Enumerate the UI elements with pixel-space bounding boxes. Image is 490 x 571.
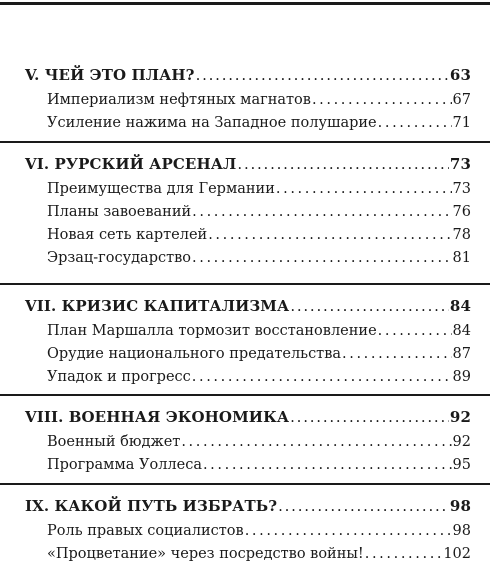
- entry-title: Усиление нажима на Западное полушарие: [47, 115, 377, 131]
- dot-leader: [203, 457, 452, 473]
- entry-page-number: 84: [452, 323, 471, 339]
- entry-title: «Процветание» через посредство войны!: [47, 546, 364, 562]
- dot-leader: [196, 66, 449, 84]
- heading-page-number: 92: [449, 408, 471, 426]
- entry-page-number: 76: [452, 204, 471, 220]
- toc-entry[interactable]: [47, 346, 471, 362]
- toc-entry[interactable]: [47, 204, 471, 220]
- toc-entry[interactable]: [47, 92, 471, 108]
- heading-title: VI. РУРСКИЙ АРСЕНАЛ: [25, 155, 237, 173]
- dot-leader: [192, 204, 451, 220]
- entry-page-number: 95: [452, 457, 471, 473]
- heading-page-number: 73: [449, 155, 471, 173]
- dot-leader: [342, 346, 452, 362]
- entry-page-number: 78: [452, 227, 471, 243]
- entry-page-number: 87: [452, 346, 471, 362]
- dot-leader: [181, 434, 451, 450]
- entry-title: Империализм нефтяных магнатов: [47, 92, 311, 108]
- entry-title: Планы завоеваний: [47, 204, 192, 220]
- entry-title: Новая сеть картелей: [47, 227, 208, 243]
- dot-leader: [276, 181, 452, 197]
- dot-leader: [192, 250, 452, 266]
- entry-title: Программа Уоллеса: [47, 457, 202, 473]
- heading-page-number: 98: [449, 497, 471, 515]
- toc-entry[interactable]: [47, 457, 471, 473]
- entry-page-number: 98: [452, 523, 471, 539]
- top-rule: [0, 2, 490, 5]
- dot-leader: [237, 155, 449, 173]
- heading-title: V. ЧЕЙ ЭТО ПЛАН?: [25, 66, 195, 84]
- toc-heading[interactable]: [25, 66, 471, 84]
- toc-entry[interactable]: [47, 369, 471, 385]
- dot-leader: [312, 92, 452, 108]
- entry-page-number: 81: [452, 250, 471, 266]
- toc-heading[interactable]: [25, 155, 471, 173]
- toc-entry[interactable]: [47, 250, 471, 266]
- entry-page-number: 92: [452, 434, 471, 450]
- entry-title: Орудие национального предательства: [47, 346, 342, 362]
- entry-title: Военный бюджет: [47, 434, 181, 450]
- entry-page-number: 71: [452, 115, 471, 131]
- entry-page-number: 73: [452, 181, 471, 197]
- entry-title: План Маршалла тормозит восстановление: [47, 323, 377, 339]
- toc-entry[interactable]: [47, 523, 471, 539]
- toc-heading[interactable]: [25, 297, 471, 315]
- dot-leader: [192, 369, 452, 385]
- toc-entry[interactable]: [47, 434, 471, 450]
- heading-page-number: 84: [449, 297, 471, 315]
- entry-page-number: 89: [452, 369, 471, 385]
- dot-leader: [378, 115, 452, 131]
- section-divider: [0, 141, 490, 143]
- entry-page-number: 102: [443, 546, 471, 562]
- section-divider: [0, 394, 490, 396]
- toc-entry[interactable]: [47, 115, 471, 131]
- section-divider: [0, 283, 490, 285]
- dot-leader: [365, 546, 443, 562]
- toc-entry[interactable]: [47, 181, 471, 197]
- toc-entry[interactable]: [47, 546, 471, 562]
- heading-title: VII. КРИЗИС КАПИТАЛИЗМА: [25, 297, 290, 315]
- heading-page-number: 63: [449, 66, 471, 84]
- section-divider: [0, 483, 490, 485]
- dot-leader: [245, 523, 452, 539]
- dot-leader: [290, 297, 449, 315]
- heading-title: VIII. ВОЕННАЯ ЭКОНОМИКА: [25, 408, 290, 426]
- dot-leader: [378, 323, 452, 339]
- entry-title: Эрзац-государство: [47, 250, 192, 266]
- entry-title: Роль правых социалистов: [47, 523, 244, 539]
- toc-heading[interactable]: [25, 408, 471, 426]
- entry-title: Преимущества для Германии: [47, 181, 275, 197]
- entry-title: Упадок и прогресс: [47, 369, 191, 385]
- heading-title: IX. КАКОЙ ПУТЬ ИЗБРАТЬ?: [25, 497, 278, 515]
- toc-heading[interactable]: [25, 497, 471, 515]
- dot-leader: [290, 408, 449, 426]
- dot-leader: [278, 497, 449, 515]
- toc-entry[interactable]: [47, 227, 471, 243]
- entry-page-number: 67: [452, 92, 471, 108]
- dot-leader: [208, 227, 451, 243]
- toc-entry[interactable]: [47, 323, 471, 339]
